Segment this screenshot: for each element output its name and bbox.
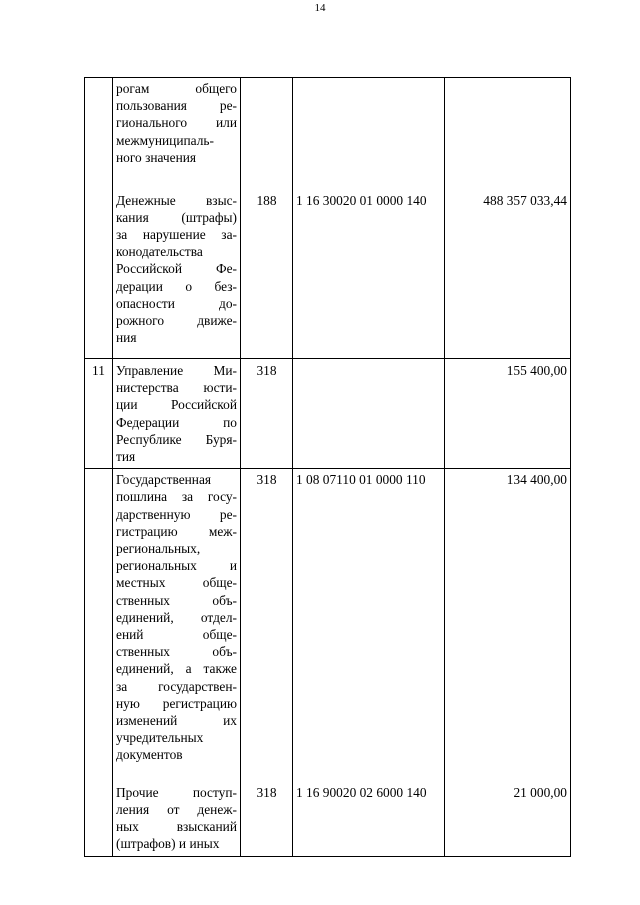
row-admin-code-cell	[241, 78, 293, 184]
name-line: за государствен-	[116, 678, 237, 694]
row-number-cell: 11	[85, 359, 113, 469]
name-line: единений, а также	[116, 661, 237, 677]
name-line: конодательства	[116, 244, 203, 260]
name-line: тия	[116, 449, 136, 465]
name-line: местных обще-	[116, 575, 237, 591]
name-line: опасности до-	[116, 295, 237, 311]
row-kbk-code-cell	[293, 359, 445, 469]
name-line: Управление Ми-	[116, 363, 237, 378]
name-line: Республике Буря-	[116, 431, 237, 447]
row-sum-cell: 134 400,00	[445, 469, 571, 776]
row-sum-cell: 21 000,00	[445, 776, 571, 856]
row-admin-code-cell: 318	[241, 776, 293, 856]
row-admin-code-cell: 318	[241, 469, 293, 776]
table-row	[85, 184, 571, 359]
row-kbk-code-cell: 1 16 30020 01 0000 140	[293, 184, 445, 359]
name-line: ственных объ-	[116, 644, 237, 660]
name-line: гистрацию меж-	[116, 523, 237, 539]
row-name-cell	[113, 184, 241, 359]
name-line: (штрафов) и иных	[116, 836, 220, 852]
row-sum-cell	[445, 78, 571, 184]
row-sum-cell: 155 400,00	[445, 359, 571, 469]
name-line: ственных объ-	[116, 592, 237, 608]
row-admin-code-cell: 318	[241, 359, 293, 469]
name-line: единений, отдел-	[116, 609, 237, 625]
name-line: изменений их	[116, 713, 237, 729]
table-row	[85, 469, 571, 776]
row-kbk-code-cell: 1 08 07110 01 0000 110	[293, 469, 445, 776]
name-line: нистерства юсти-	[116, 380, 237, 396]
name-line: Прочие поступ-	[116, 784, 237, 800]
name-line: дерации о без-	[116, 278, 237, 294]
row-number-cell	[85, 469, 113, 776]
row-number-cell	[85, 776, 113, 856]
row-name-cell	[113, 776, 241, 856]
row-number-cell	[85, 78, 113, 184]
name-line: ного значения	[116, 149, 197, 165]
name-line: учредительных	[116, 730, 204, 746]
name-line: кания (штрафы)	[116, 209, 237, 225]
name-line: документов	[116, 747, 183, 763]
row-admin-code-cell: 188	[241, 184, 293, 359]
name-line: Федерации по	[116, 414, 237, 430]
row-kbk-code-cell: 1 16 90020 02 6000 140	[293, 776, 445, 856]
page-number: 14	[314, 2, 326, 14]
row-sum-cell: 488 357 033,44	[445, 184, 571, 359]
name-line: гионального или	[116, 115, 237, 131]
row-number-cell	[85, 184, 113, 359]
name-line: ления от денеж-	[116, 801, 237, 817]
row-kbk-code-cell	[293, 78, 445, 184]
name-line: региональных и	[116, 558, 237, 574]
name-line: ений обще-	[116, 627, 237, 643]
row-name-cell	[113, 359, 241, 469]
name-line: ных взысканий	[116, 819, 237, 835]
table-row	[85, 359, 571, 469]
table-row	[85, 78, 571, 184]
name-line: пошлина за госу-	[116, 489, 237, 505]
name-line: ции Российской	[116, 397, 237, 413]
name-line: ния	[116, 330, 137, 346]
name-line: межмуниципаль-	[116, 132, 214, 148]
name-line: рогам общего	[116, 81, 237, 96]
row-name-cell	[113, 469, 241, 776]
name-line: Денежные взыс-	[116, 192, 237, 208]
table-row	[85, 776, 571, 856]
name-line: Государственная	[116, 472, 212, 488]
row-name-cell	[113, 78, 241, 184]
name-line: региональных,	[116, 541, 201, 557]
name-line: за нарушение за-	[116, 226, 237, 242]
name-line: пользования ре-	[116, 98, 237, 114]
revenue-table	[84, 77, 571, 857]
name-line: рожного движе-	[116, 312, 237, 328]
name-line: ную регистрацию	[116, 695, 237, 711]
name-line: Российской Фе-	[116, 261, 237, 277]
name-line: дарственную ре-	[116, 506, 237, 522]
